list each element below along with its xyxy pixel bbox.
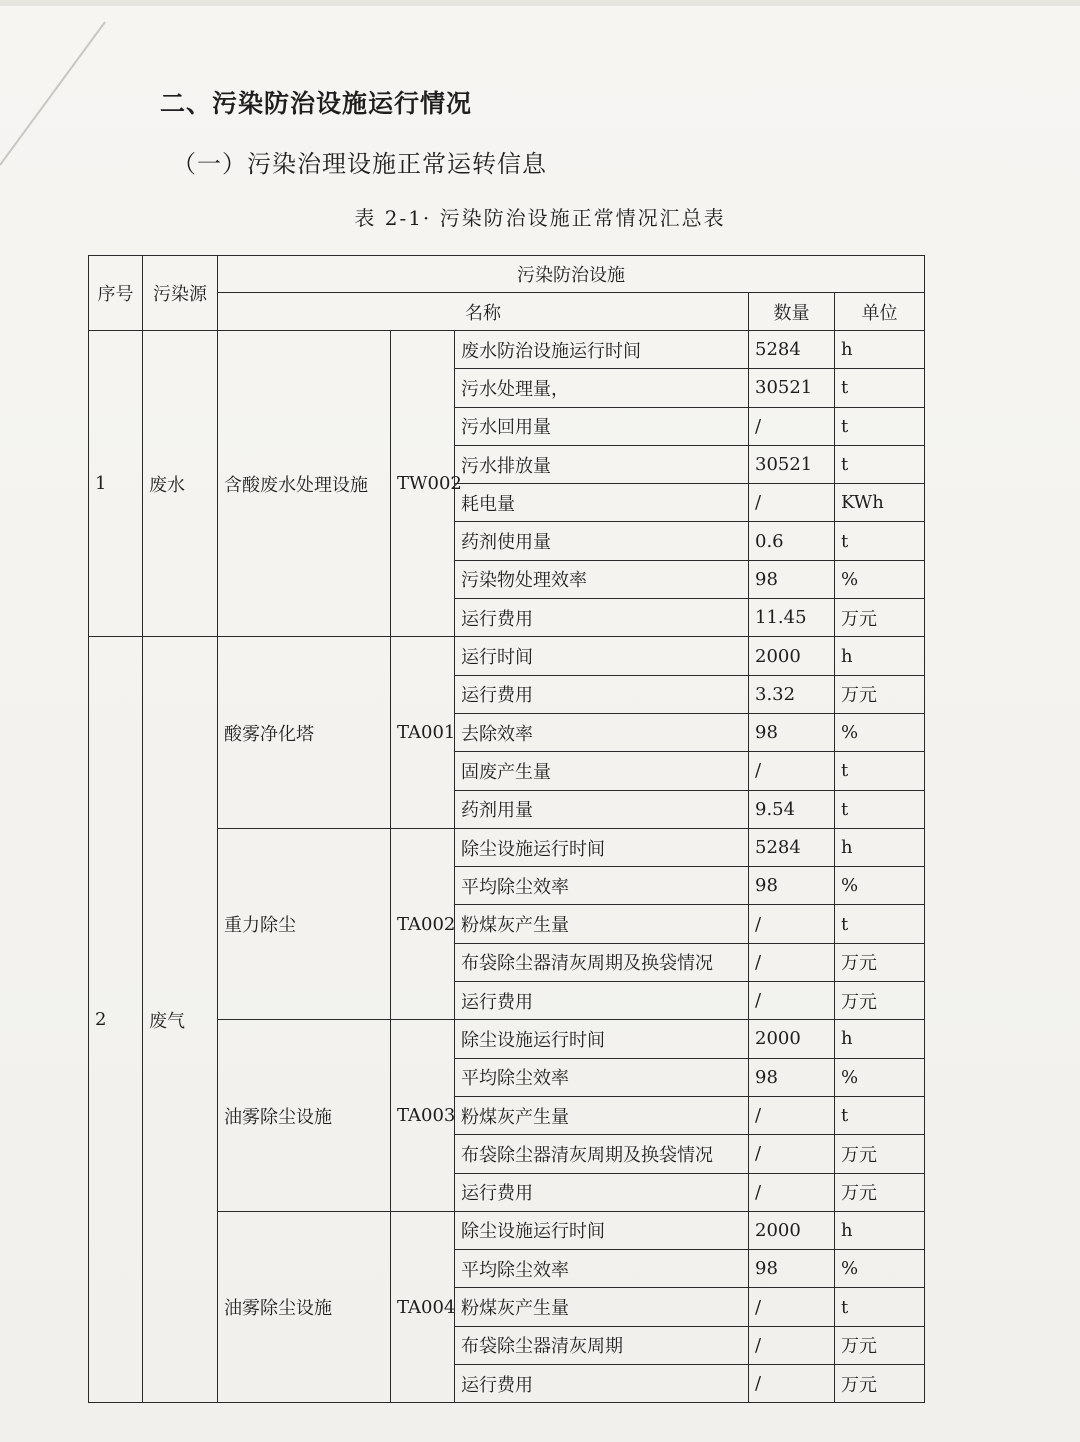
- item-unit-cell: 万元: [835, 599, 925, 637]
- item-unit-cell: h: [835, 1020, 925, 1058]
- item-unit-cell: h: [835, 637, 925, 675]
- item-name-cell: 布袋除尘器清灰周期及换袋情况: [455, 943, 749, 981]
- item-quantity-cell: 98: [749, 713, 835, 751]
- item-name-cell: 药剂用量: [455, 790, 749, 828]
- facility-code-cell: TA001: [391, 637, 455, 828]
- facility-name-cell: 酸雾净化塔: [218, 637, 391, 828]
- item-name-cell: 污水处理量，: [455, 369, 749, 407]
- item-name-cell: 运行费用: [455, 1365, 749, 1403]
- item-unit-cell: %: [835, 1250, 925, 1288]
- item-unit-cell: %: [835, 560, 925, 598]
- item-unit-cell: %: [835, 1058, 925, 1096]
- item-unit-cell: 万元: [835, 1326, 925, 1364]
- header-name: 名称: [218, 293, 749, 331]
- item-name-cell: 药剂使用量: [455, 522, 749, 560]
- item-name-cell: 固废产生量: [455, 752, 749, 790]
- item-quantity-cell: 98: [749, 867, 835, 905]
- item-name-cell: 污染物处理效率: [455, 560, 749, 598]
- item-name-cell: 平均除尘效率: [455, 1250, 749, 1288]
- item-name-cell: 去除效率: [455, 713, 749, 751]
- item-name-cell: 运行费用: [455, 675, 749, 713]
- item-quantity-cell: /: [749, 1135, 835, 1173]
- item-unit-cell: h: [835, 1211, 925, 1249]
- item-unit-cell: t: [835, 752, 925, 790]
- item-quantity-cell: /: [749, 1096, 835, 1134]
- item-quantity-cell: /: [749, 1288, 835, 1326]
- item-quantity-cell: 30521: [749, 445, 835, 483]
- facility-name-cell: 油雾除尘设施: [218, 1020, 391, 1211]
- item-name-cell: 平均除尘效率: [455, 867, 749, 905]
- item-quantity-cell: /: [749, 484, 835, 522]
- item-unit-cell: t: [835, 407, 925, 445]
- item-name-cell: 运行费用: [455, 599, 749, 637]
- item-unit-cell: t: [835, 445, 925, 483]
- item-unit-cell: 万元: [835, 943, 925, 981]
- item-unit-cell: 万元: [835, 1173, 925, 1211]
- item-unit-cell: t: [835, 369, 925, 407]
- facility-code-cell: TA003: [391, 1020, 455, 1211]
- item-quantity-cell: /: [749, 982, 835, 1020]
- item-unit-cell: t: [835, 1288, 925, 1326]
- item-quantity-cell: 3.32: [749, 675, 835, 713]
- item-quantity-cell: 98: [749, 560, 835, 598]
- source-cell: 废水: [143, 331, 218, 637]
- facility-code-cell: TA002: [391, 828, 455, 1019]
- section-heading: 二、污染防治设施运行情况: [160, 89, 473, 118]
- item-quantity-cell: /: [749, 407, 835, 445]
- item-unit-cell: t: [835, 1096, 925, 1134]
- item-quantity-cell: 5284: [749, 331, 835, 369]
- item-unit-cell: t: [835, 790, 925, 828]
- item-unit-cell: 万元: [835, 982, 925, 1020]
- item-quantity-cell: 2000: [749, 1020, 835, 1058]
- item-name-cell: 除尘设施运行时间: [455, 828, 749, 866]
- seq-cell: 2: [89, 637, 143, 1403]
- item-name-cell: 粉煤灰产生量: [455, 1096, 749, 1134]
- item-unit-cell: t: [835, 522, 925, 560]
- item-quantity-cell: 98: [749, 1058, 835, 1096]
- table-row: [89, 331, 925, 369]
- item-quantity-cell: /: [749, 752, 835, 790]
- seq-cell: 1: [89, 331, 143, 637]
- table-caption: 表 2-1· 污染防治设施正常情况汇总表: [354, 206, 726, 230]
- item-name-cell: 废水防治设施运行时间: [455, 331, 749, 369]
- table-header-row: [89, 256, 925, 293]
- item-quantity-cell: 9.54: [749, 790, 835, 828]
- item-unit-cell: h: [835, 828, 925, 866]
- item-name-cell: 布袋除尘器清灰周期及换袋情况: [455, 1135, 749, 1173]
- header-unit: 单位: [835, 293, 925, 331]
- header-seq: 序号: [89, 256, 143, 331]
- header-facility-group: 污染防治设施: [218, 256, 925, 293]
- item-quantity-cell: 11.45: [749, 599, 835, 637]
- item-unit-cell: 万元: [835, 1365, 925, 1403]
- item-unit-cell: %: [835, 867, 925, 905]
- item-name-cell: 运行费用: [455, 982, 749, 1020]
- item-quantity-cell: /: [749, 1173, 835, 1211]
- item-name-cell: 耗电量: [455, 484, 749, 522]
- header-source: 污染源: [143, 256, 218, 331]
- item-name-cell: 粉煤灰产生量: [455, 905, 749, 943]
- facility-summary-table: [88, 255, 925, 1403]
- item-name-cell: 运行时间: [455, 637, 749, 675]
- item-unit-cell: h: [835, 331, 925, 369]
- item-name-cell: 布袋除尘器清灰周期: [455, 1326, 749, 1364]
- item-name-cell: 污水回用量: [455, 407, 749, 445]
- item-unit-cell: 万元: [835, 675, 925, 713]
- facility-code-cell: TA004: [391, 1211, 455, 1402]
- item-quantity-cell: 30521: [749, 369, 835, 407]
- table-row: [89, 637, 925, 675]
- item-name-cell: 粉煤灰产生量: [455, 1288, 749, 1326]
- item-quantity-cell: /: [749, 1365, 835, 1403]
- item-name-cell: 运行费用: [455, 1173, 749, 1211]
- item-quantity-cell: 2000: [749, 1211, 835, 1249]
- item-unit-cell: KWh: [835, 484, 925, 522]
- header-quantity: 数量: [749, 293, 835, 331]
- item-quantity-cell: 5284: [749, 828, 835, 866]
- item-quantity-cell: /: [749, 1326, 835, 1364]
- item-quantity-cell: 2000: [749, 637, 835, 675]
- item-name-cell: 除尘设施运行时间: [455, 1211, 749, 1249]
- item-quantity-cell: 0.6: [749, 522, 835, 560]
- item-unit-cell: 万元: [835, 1135, 925, 1173]
- facility-code-cell: TW002: [391, 331, 455, 637]
- source-cell: 废气: [143, 637, 218, 1403]
- item-quantity-cell: 98: [749, 1250, 835, 1288]
- subsection-heading: （一）污染治理设施正常运转信息: [172, 150, 547, 178]
- facility-name-cell: 含酸废水处理设施: [218, 331, 391, 637]
- item-quantity-cell: /: [749, 905, 835, 943]
- facility-name-cell: 油雾除尘设施: [218, 1211, 391, 1402]
- item-name-cell: 除尘设施运行时间: [455, 1020, 749, 1058]
- facility-name-cell: 重力除尘: [218, 828, 391, 1019]
- item-name-cell: 污水排放量: [455, 445, 749, 483]
- item-unit-cell: %: [835, 713, 925, 751]
- item-name-cell: 平均除尘效率: [455, 1058, 749, 1096]
- item-quantity-cell: /: [749, 943, 835, 981]
- item-unit-cell: t: [835, 905, 925, 943]
